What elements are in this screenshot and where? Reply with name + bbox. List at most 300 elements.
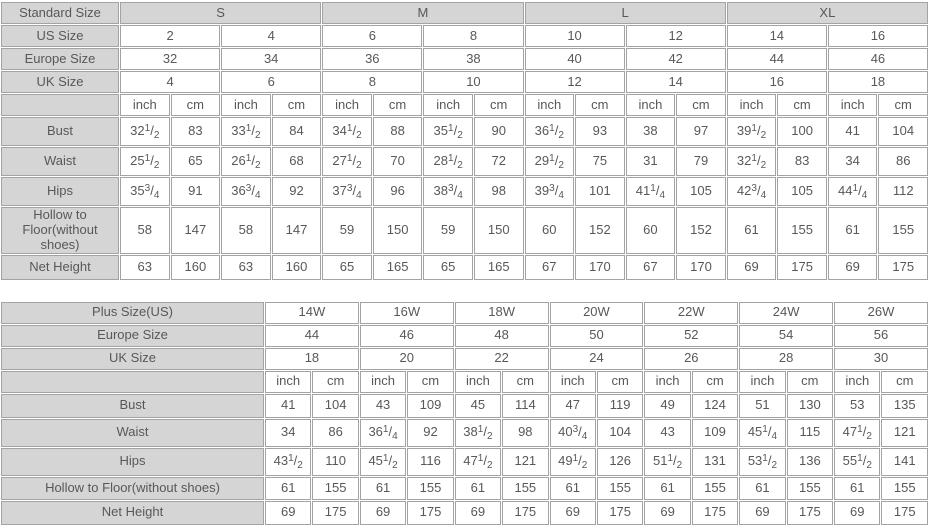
value-cell: 61 xyxy=(265,477,311,500)
unit-cell: inch xyxy=(727,94,777,116)
fraction-denominator: 4 xyxy=(861,190,868,202)
value-cell: 67 xyxy=(525,255,575,280)
value-cell: 110 xyxy=(312,448,358,476)
value-cell: $44^1/_4$ xyxy=(828,177,878,206)
fraction-numerator: 1 xyxy=(448,153,454,165)
unit-cell: cm xyxy=(881,371,928,393)
value-cell: 69 xyxy=(550,501,596,525)
standard-size-table xyxy=(0,1,929,281)
size-cell: 16W xyxy=(360,302,454,324)
size-cell: 14 xyxy=(626,71,726,93)
value-cell: 131 xyxy=(692,448,738,476)
size-cell: 8 xyxy=(322,71,422,93)
value-cell: 69 xyxy=(455,501,501,525)
fraction-numerator: 1 xyxy=(346,123,353,135)
size-cell: L xyxy=(525,2,726,24)
value-cell: $38^3/_4$ xyxy=(423,177,473,206)
value-cell: 109 xyxy=(407,394,453,418)
value-cell: $40^3/_4$ xyxy=(550,419,596,447)
fraction-denominator: 2 xyxy=(356,160,362,172)
value-cell: 175 xyxy=(597,501,643,525)
fraction-numerator: 1 xyxy=(245,123,252,135)
fraction-numerator: 3 xyxy=(144,183,151,195)
fraction-denominator: 4 xyxy=(558,190,564,202)
size-cell: 22 xyxy=(455,348,549,370)
value-cell: 72 xyxy=(474,147,524,176)
fraction-numerator: 3 xyxy=(245,183,252,195)
size-cell: 16 xyxy=(828,25,928,47)
size-cell: 6 xyxy=(322,25,422,47)
value-cell: 150 xyxy=(373,207,423,254)
value-cell: 69 xyxy=(739,501,785,525)
size-cell: S xyxy=(120,2,321,24)
value-cell: 160 xyxy=(272,255,322,280)
fraction-numerator: 1 xyxy=(549,153,555,165)
value-cell: $28^1/_2$ xyxy=(423,147,473,176)
fraction-denominator: 2 xyxy=(771,460,778,472)
unit-cell: cm xyxy=(474,94,524,116)
size-cell: 10 xyxy=(525,25,625,47)
value-cell: 93 xyxy=(575,117,625,146)
unit-cell: cm xyxy=(272,94,322,116)
fraction-denominator: 2 xyxy=(866,431,872,443)
size-cell: 40 xyxy=(525,48,625,70)
value-cell: 67 xyxy=(626,255,676,280)
table-row xyxy=(1,94,928,116)
value-cell: 175 xyxy=(787,501,833,525)
size-cell: 42 xyxy=(626,48,726,70)
fraction-numerator: 1 xyxy=(751,153,757,165)
fraction-numerator: 1 xyxy=(477,424,484,436)
standard-size-table-body xyxy=(1,2,928,280)
value-cell: 86 xyxy=(878,147,928,176)
plus-size-table-body xyxy=(1,302,928,525)
value-cell: $36^3/_4$ xyxy=(221,177,271,206)
value-cell: 119 xyxy=(597,394,643,418)
unit-cell: inch xyxy=(455,371,501,393)
value-cell: 61 xyxy=(644,477,690,500)
value-cell: $39^1/_2$ xyxy=(727,117,777,146)
value-cell: 136 xyxy=(787,448,833,476)
value-cell: $45^1/_2$ xyxy=(360,448,406,476)
value-cell: 175 xyxy=(777,255,827,280)
fraction-denominator: 4 xyxy=(356,190,362,202)
value-cell: 116 xyxy=(407,448,453,476)
value-cell: 150 xyxy=(474,207,524,254)
fraction-denominator: 4 xyxy=(659,190,666,202)
size-cell: 6 xyxy=(221,71,321,93)
value-cell: 170 xyxy=(575,255,625,280)
value-cell: 34 xyxy=(265,419,311,447)
value-cell: 63 xyxy=(221,255,271,280)
fraction-numerator: 1 xyxy=(852,183,859,195)
size-cell: 32 xyxy=(120,48,220,70)
value-cell: $51^1/_2$ xyxy=(644,448,690,476)
value-cell: $36^1/_2$ xyxy=(525,117,575,146)
size-cell: 14 xyxy=(727,25,827,47)
fraction-numerator: 1 xyxy=(751,123,757,135)
value-cell: 47 xyxy=(550,394,596,418)
table-row xyxy=(1,117,928,146)
unit-cell: inch xyxy=(739,371,785,393)
value-cell: 97 xyxy=(676,117,726,146)
size-cell: 28 xyxy=(739,348,833,370)
fraction-numerator: 1 xyxy=(288,453,294,465)
value-cell: 104 xyxy=(878,117,928,146)
row-label-cell: Standard Size xyxy=(1,2,119,24)
unit-cell: inch xyxy=(120,94,170,116)
table-row xyxy=(1,177,928,206)
size-cell: 4 xyxy=(120,71,220,93)
value-cell: $39^3/_4$ xyxy=(525,177,575,206)
value-cell: 135 xyxy=(881,394,928,418)
fraction-denominator: 2 xyxy=(558,130,564,142)
value-cell: 160 xyxy=(171,255,221,280)
fraction-numerator: 3 xyxy=(572,424,579,436)
value-cell: $49^1/_2$ xyxy=(550,448,596,476)
fraction-numerator: 1 xyxy=(549,123,555,135)
fraction-denominator: 2 xyxy=(676,460,683,472)
size-cell: 16 xyxy=(727,71,827,93)
size-cell: 22W xyxy=(644,302,738,324)
row-label-cell: Net Height xyxy=(1,255,119,280)
value-cell: 155 xyxy=(597,477,643,500)
table-row xyxy=(1,477,928,500)
fraction-denominator: 4 xyxy=(153,190,160,202)
size-cell: 26 xyxy=(644,348,738,370)
unit-cell: inch xyxy=(423,94,473,116)
table-row xyxy=(1,394,928,418)
value-cell: $37^3/_4$ xyxy=(322,177,372,206)
table-row xyxy=(1,325,928,347)
value-cell: 175 xyxy=(312,501,358,525)
unit-cell: inch xyxy=(626,94,676,116)
value-cell: 98 xyxy=(474,177,524,206)
unit-cell: cm xyxy=(777,94,827,116)
unit-cell: cm xyxy=(171,94,221,116)
value-cell: 43 xyxy=(644,419,690,447)
size-cell: 12 xyxy=(525,71,625,93)
table-row xyxy=(1,255,928,280)
fraction-denominator: 2 xyxy=(486,460,493,472)
fraction-numerator: 1 xyxy=(144,153,151,165)
size-cell: 38 xyxy=(423,48,523,70)
value-cell: $26^1/_2$ xyxy=(221,147,271,176)
value-cell: $47^1/_2$ xyxy=(834,419,880,447)
table-row xyxy=(1,25,928,47)
unit-cell: inch xyxy=(550,371,596,393)
value-cell: 155 xyxy=(407,477,453,500)
value-cell: 69 xyxy=(727,255,777,280)
value-cell: 41 xyxy=(828,117,878,146)
table-row xyxy=(1,71,928,93)
value-cell: 51 xyxy=(739,394,785,418)
value-cell: 83 xyxy=(171,117,221,146)
row-label-cell xyxy=(1,371,264,393)
row-label-cell: Plus Size(US) xyxy=(1,302,264,324)
value-cell: 105 xyxy=(777,177,827,206)
table-row xyxy=(1,207,928,254)
fraction-numerator: 1 xyxy=(762,453,768,465)
size-cell: 18 xyxy=(265,348,359,370)
row-label-cell: Europe Size xyxy=(1,48,119,70)
size-cell: 2 xyxy=(120,25,220,47)
value-cell: $55^1/_2$ xyxy=(834,448,880,476)
fraction-numerator: 3 xyxy=(346,183,353,195)
value-cell: 152 xyxy=(676,207,726,254)
value-cell: 105 xyxy=(676,177,726,206)
value-cell: 101 xyxy=(575,177,625,206)
value-cell: 63 xyxy=(120,255,170,280)
value-cell: 165 xyxy=(373,255,423,280)
row-label-cell: US Size xyxy=(1,25,119,47)
size-cell: 8 xyxy=(423,25,523,47)
unit-cell: inch xyxy=(828,94,878,116)
table-row xyxy=(1,501,928,525)
fraction-denominator: 2 xyxy=(297,460,303,472)
row-label-cell: UK Size xyxy=(1,348,264,370)
size-cell: 44 xyxy=(265,325,359,347)
fraction-denominator: 2 xyxy=(486,431,493,443)
value-cell: 170 xyxy=(676,255,726,280)
fraction-denominator: 2 xyxy=(356,130,362,142)
value-cell: $27^1/_2$ xyxy=(322,147,372,176)
value-cell: 115 xyxy=(787,419,833,447)
unit-cell: inch xyxy=(322,94,372,116)
size-cell: 24W xyxy=(739,302,833,324)
value-cell: 175 xyxy=(881,501,928,525)
value-cell: 114 xyxy=(502,394,548,418)
value-cell: 69 xyxy=(828,255,878,280)
value-cell: 104 xyxy=(312,394,358,418)
size-cell: 50 xyxy=(550,325,644,347)
row-label-cell: Waist xyxy=(1,147,119,176)
value-cell: 175 xyxy=(502,501,548,525)
fraction-denominator: 4 xyxy=(771,431,778,443)
row-label-cell: Hollow to Floor(without shoes) xyxy=(1,207,119,254)
value-cell: 92 xyxy=(407,419,453,447)
value-cell: 91 xyxy=(171,177,221,206)
size-cell: 12 xyxy=(626,25,726,47)
value-cell: 61 xyxy=(455,477,501,500)
value-cell: 88 xyxy=(373,117,423,146)
fraction-denominator: 4 xyxy=(581,431,588,443)
unit-cell: inch xyxy=(221,94,271,116)
unit-cell: cm xyxy=(676,94,726,116)
size-cell: 48 xyxy=(455,325,549,347)
value-cell: 60 xyxy=(626,207,676,254)
size-cell: 34 xyxy=(221,48,321,70)
value-cell: 121 xyxy=(502,448,548,476)
table-row xyxy=(1,302,928,324)
value-cell: 126 xyxy=(597,448,643,476)
value-cell: 98 xyxy=(502,419,548,447)
fraction-denominator: 2 xyxy=(558,160,564,172)
value-cell: $53^1/_2$ xyxy=(739,448,785,476)
value-cell: 58 xyxy=(221,207,271,254)
fraction-numerator: 1 xyxy=(382,424,389,436)
fraction-numerator: 1 xyxy=(382,453,389,465)
fraction-numerator: 1 xyxy=(477,453,484,465)
value-cell: $36^1/_4$ xyxy=(360,419,406,447)
value-cell: 175 xyxy=(878,255,928,280)
unit-cell: cm xyxy=(787,371,833,393)
row-label-cell: Hollow to Floor(without shoes) xyxy=(1,477,264,500)
value-cell: 147 xyxy=(272,207,322,254)
value-cell: 141 xyxy=(881,448,928,476)
size-cell: 26W xyxy=(834,302,928,324)
value-cell: $35^3/_4$ xyxy=(120,177,170,206)
unit-cell: cm xyxy=(878,94,928,116)
value-cell: 121 xyxy=(881,419,928,447)
value-cell: 41 xyxy=(265,394,311,418)
unit-cell: inch xyxy=(834,371,880,393)
value-cell: 165 xyxy=(474,255,524,280)
table-row xyxy=(1,419,928,447)
size-cell: 30 xyxy=(834,348,928,370)
value-cell: 49 xyxy=(644,394,690,418)
value-cell: 155 xyxy=(881,477,928,500)
table-row xyxy=(1,147,928,176)
value-cell: 155 xyxy=(777,207,827,254)
value-cell: 61 xyxy=(360,477,406,500)
value-cell: 68 xyxy=(272,147,322,176)
fraction-denominator: 2 xyxy=(457,160,463,172)
value-cell: 59 xyxy=(322,207,372,254)
size-cell: 20W xyxy=(550,302,644,324)
row-label-cell: UK Size xyxy=(1,71,119,93)
value-cell: 155 xyxy=(787,477,833,500)
fraction-numerator: 1 xyxy=(245,153,252,165)
value-cell: 155 xyxy=(692,477,738,500)
fraction-denominator: 2 xyxy=(392,460,398,472)
size-cell: 10 xyxy=(423,71,523,93)
value-cell: 70 xyxy=(373,147,423,176)
size-cell: 14W xyxy=(265,302,359,324)
unit-cell: cm xyxy=(597,371,643,393)
value-cell: 147 xyxy=(171,207,221,254)
value-cell: 59 xyxy=(423,207,473,254)
value-cell: 86 xyxy=(312,419,358,447)
fraction-denominator: 2 xyxy=(866,460,872,472)
value-cell: $32^1/_2$ xyxy=(727,147,777,176)
value-cell: $29^1/_2$ xyxy=(525,147,575,176)
fraction-denominator: 2 xyxy=(254,160,261,172)
value-cell: 109 xyxy=(692,419,738,447)
value-cell: $32^1/_2$ xyxy=(120,117,170,146)
value-cell: 61 xyxy=(739,477,785,500)
size-cell: 56 xyxy=(834,325,928,347)
row-label-cell: Hips xyxy=(1,448,264,476)
row-label-cell: Waist xyxy=(1,419,264,447)
fraction-denominator: 2 xyxy=(254,130,261,142)
size-cell: 36 xyxy=(322,48,422,70)
unit-cell: inch xyxy=(265,371,311,393)
value-cell: 84 xyxy=(272,117,322,146)
value-cell: 69 xyxy=(644,501,690,525)
value-cell: $35^1/_2$ xyxy=(423,117,473,146)
unit-cell: inch xyxy=(360,371,406,393)
fraction-denominator: 4 xyxy=(457,190,463,202)
value-cell: 43 xyxy=(360,394,406,418)
size-cell: 44 xyxy=(727,48,827,70)
table-row xyxy=(1,2,928,24)
fraction-numerator: 3 xyxy=(448,183,454,195)
size-cell: 20 xyxy=(360,348,454,370)
unit-cell: cm xyxy=(407,371,453,393)
value-cell: 61 xyxy=(550,477,596,500)
value-cell: 31 xyxy=(626,147,676,176)
unit-cell: inch xyxy=(525,94,575,116)
value-cell: 104 xyxy=(597,419,643,447)
value-cell: 112 xyxy=(878,177,928,206)
row-label-cell: Bust xyxy=(1,117,119,146)
size-cell: 24 xyxy=(550,348,644,370)
fraction-denominator: 2 xyxy=(760,130,767,142)
value-cell: $47^1/_2$ xyxy=(455,448,501,476)
fraction-numerator: 1 xyxy=(650,183,656,195)
value-cell: 61 xyxy=(727,207,777,254)
unit-cell: cm xyxy=(502,371,548,393)
size-cell: 4 xyxy=(221,25,321,47)
value-cell: 90 xyxy=(474,117,524,146)
fraction-numerator: 1 xyxy=(346,153,353,165)
value-cell: 45 xyxy=(455,394,501,418)
value-cell: 65 xyxy=(171,147,221,176)
value-cell: 69 xyxy=(265,501,311,525)
value-cell: $38^1/_2$ xyxy=(455,419,501,447)
fraction-numerator: 3 xyxy=(549,183,555,195)
row-label-cell: Bust xyxy=(1,394,264,418)
plus-size-table xyxy=(0,301,929,526)
size-cell: 46 xyxy=(828,48,928,70)
value-cell: 92 xyxy=(272,177,322,206)
fraction-denominator: 2 xyxy=(153,130,160,142)
value-cell: 61 xyxy=(828,207,878,254)
value-cell: 61 xyxy=(834,477,880,500)
table-row xyxy=(1,48,928,70)
value-cell: 60 xyxy=(525,207,575,254)
size-cell: 52 xyxy=(644,325,738,347)
value-cell: 38 xyxy=(626,117,676,146)
fraction-denominator: 2 xyxy=(153,160,160,172)
row-label-cell: Net Height xyxy=(1,501,264,525)
value-cell: 69 xyxy=(834,501,880,525)
value-cell: $25^1/_2$ xyxy=(120,147,170,176)
value-cell: $45^1/_4$ xyxy=(739,419,785,447)
value-cell: $42^3/_4$ xyxy=(727,177,777,206)
value-cell: 34 xyxy=(828,147,878,176)
row-label-cell: Europe Size xyxy=(1,325,264,347)
value-cell: 175 xyxy=(692,501,738,525)
fraction-numerator: 1 xyxy=(667,453,673,465)
size-cell: 54 xyxy=(739,325,833,347)
value-cell: 75 xyxy=(575,147,625,176)
fraction-numerator: 1 xyxy=(572,453,579,465)
size-cell: 46 xyxy=(360,325,454,347)
table-row xyxy=(1,348,928,370)
size-cell: XL xyxy=(727,2,928,24)
size-cell: 18 xyxy=(828,71,928,93)
value-cell: 58 xyxy=(120,207,170,254)
table-row xyxy=(1,371,928,393)
fraction-denominator: 2 xyxy=(760,160,767,172)
value-cell: 100 xyxy=(777,117,827,146)
fraction-numerator: 1 xyxy=(857,453,863,465)
value-cell: 53 xyxy=(834,394,880,418)
unit-cell: cm xyxy=(373,94,423,116)
unit-cell: cm xyxy=(692,371,738,393)
